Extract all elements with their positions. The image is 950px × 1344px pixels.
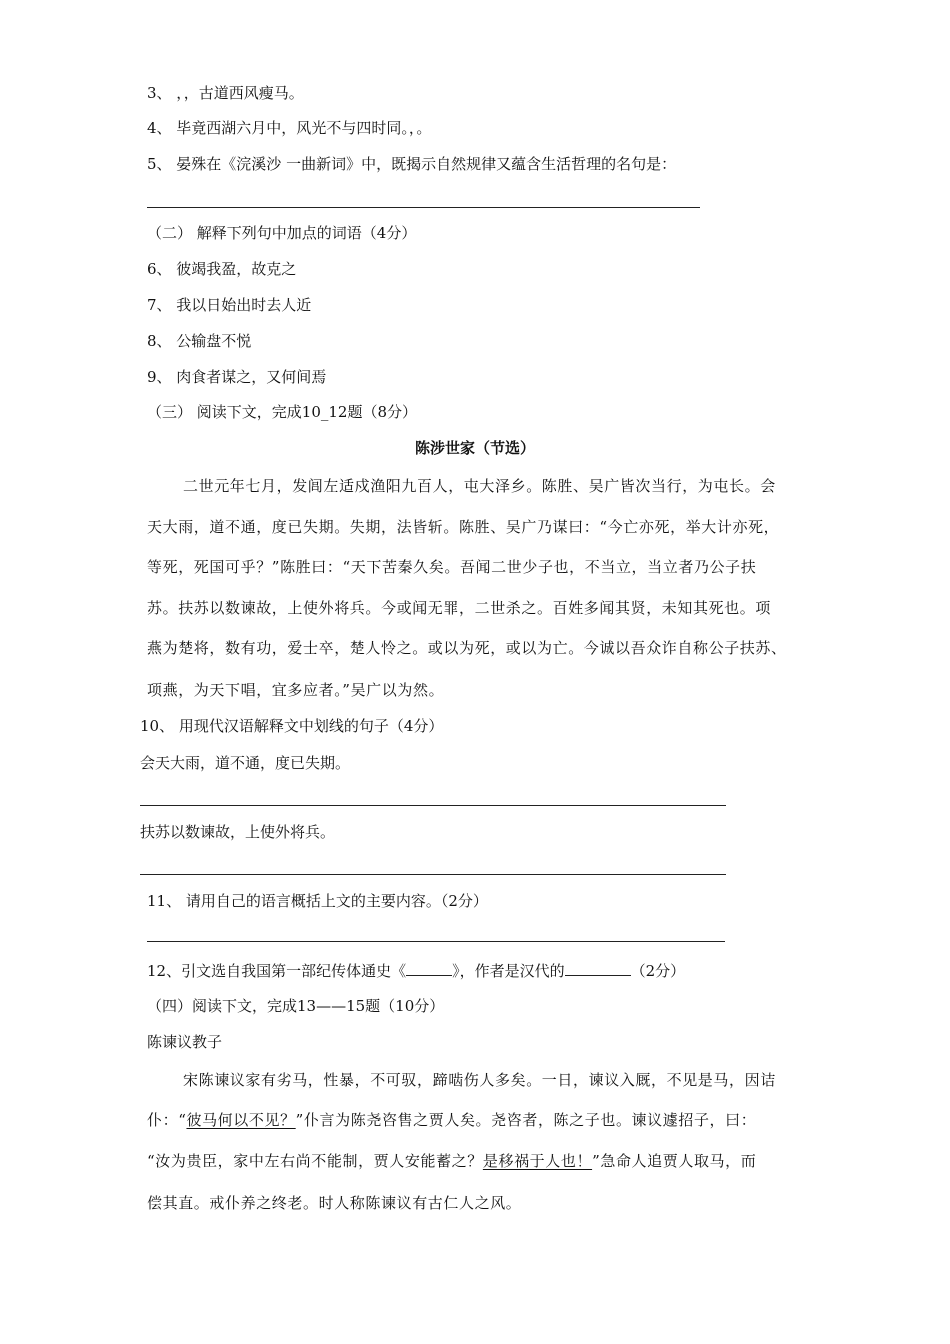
passage-2-line [147, 1151, 756, 1171]
question-9: 9、 肉食者谋之，又何间焉 [147, 368, 327, 386]
text-segment: “汝为贵臣，家中左右尚不能制，贾人安能蓄之？ [147, 1152, 483, 1170]
section-4-heading: （四）阅读下文，完成13——15题（10分） [147, 997, 445, 1015]
question-10: 10、 用现代汉语解释文中划线的句子（4分） [140, 717, 444, 735]
question-12 [147, 961, 685, 981]
question-6: 6、 彼竭我盈，故克之 [147, 260, 297, 278]
author-blank[interactable] [565, 961, 631, 976]
book-blank[interactable] [406, 961, 452, 976]
passage-2-line: 偿其直。戒仆养之终老。时人称陈谏议有古仁人之风。 [147, 1194, 522, 1212]
answer-line-11[interactable] [147, 941, 725, 942]
passage-line: 苏。扶苏以数谏故，上使外将兵。今或闻无罪，二世杀之。百姓多闻其贤，未知其死也。项 [147, 599, 772, 617]
question-10-sentence-2: 扶苏以数谏故，上使外将兵。 [140, 823, 336, 841]
question-7: 7、 我以日始出时去人近 [147, 296, 312, 314]
question-11: 11、 请用自己的语言概括上文的主要内容。（2分） [147, 892, 488, 910]
text-segment: 仆：“ [147, 1111, 187, 1129]
passage-line: 项燕，为天下唱，宜多应者。”吴广以为然。 [147, 681, 445, 699]
passage-title: 陈涉世家（节选） [414, 439, 535, 457]
text-segment: ”急命人追贾人取马，而 [592, 1152, 757, 1170]
passage-line: 天大雨，道不通，度已失期。失期，法皆斩。陈胜、吴广乃谋曰：“今亡亦死，举大计亦死， [147, 518, 780, 536]
section-2-heading: （二） 解释下列句中加点的词语（4分） [147, 224, 417, 242]
underlined-sentence: 是移祸于人也！ [482, 1152, 593, 1170]
question-4: 4、 毕竟西湖六月中，风光不与四时同。，。 [147, 119, 432, 137]
question-12-text-b: 》，作者是汉代的 [452, 962, 565, 980]
passage-2-line: 宋陈谏议家有劣马，性暴，不可驭，蹄啮伤人多矣。一日，谏议入厩，不见是马，因诘 [183, 1071, 776, 1089]
passage-2-line [147, 1110, 756, 1130]
section-3-heading: （三） 阅读下文，完成10_12题（8分） [147, 403, 417, 421]
passage-2-title: 陈谏议教子 [147, 1033, 223, 1051]
question-12-text-a: 12、引文选自我国第一部纪传体通史《 [147, 962, 407, 980]
question-3: 3、 ，，古道西风瘦马。 [147, 84, 304, 102]
text-segment: ”仆言为陈尧咨售之贾人矣。尧咨者，陈之子也。谏议遽招子，曰： [295, 1111, 757, 1129]
answer-line-10b[interactable] [140, 874, 726, 875]
question-8: 8、 公输盘不悦 [147, 332, 252, 350]
passage-line: 燕为楚将，数有功，爱士卒，楚人怜之。或以为死，或以为亡。今诚以吾众诈自称公子扶苏、 [147, 639, 787, 657]
underlined-sentence: 彼马何以不见？ [186, 1111, 296, 1129]
passage-line: 二世元年七月，发闾左适戍渔阳九百人，屯大泽乡。陈胜、吴广皆次当行，为屯长。会 [183, 477, 776, 495]
answer-line-5[interactable] [147, 207, 700, 208]
question-5: 5、 晏殊在《浣溪沙 一曲新词》中，既揭示自然规律又蕴含生活哲理的名句是： [147, 155, 677, 173]
question-10-sentence-1: 会天大雨，道不通，度已失期。 [140, 754, 351, 772]
question-12-text-c: （2分） [630, 962, 686, 980]
answer-line-10a[interactable] [140, 805, 726, 806]
passage-line: 等死，死国可乎？”陈胜曰：“天下苦秦久矣。吾闻二世少子也，不当立，当立者乃公子扶 [147, 558, 757, 576]
